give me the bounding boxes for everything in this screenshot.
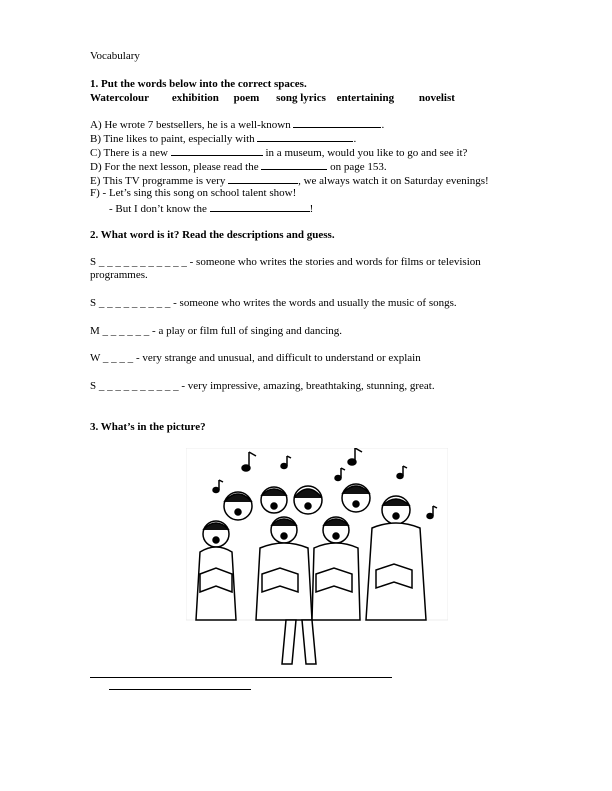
answer-blank[interactable] bbox=[210, 201, 310, 212]
word-pattern: M _ _ _ _ _ _ bbox=[90, 325, 150, 337]
item-text-end: ! bbox=[309, 203, 314, 215]
choir-singers-illustration bbox=[186, 448, 448, 670]
definition-text: - someone who writes the words and usually the music of songs. bbox=[170, 297, 457, 309]
item-text: A) He wrote 7 bestsellers, he is a well-known bbox=[90, 119, 294, 131]
item-text-end: . bbox=[381, 119, 385, 131]
word-bank-item: entertaining bbox=[336, 92, 395, 104]
definition-text: - someone who writes the stories and words for films or television programmes. bbox=[90, 256, 481, 281]
section2-heading: 2. What word is it? Read the descriptions and guess. bbox=[90, 229, 335, 241]
definition-item bbox=[90, 256, 530, 282]
definition-item bbox=[90, 297, 457, 310]
item-text: B) Tine likes to paint, especially with bbox=[90, 133, 258, 145]
answer-line[interactable] bbox=[90, 677, 392, 678]
definition-text: - very strange and unusual, and difficult to understand or explain bbox=[133, 352, 421, 364]
item-text-end: on page 153. bbox=[327, 161, 387, 173]
definition-item bbox=[90, 325, 342, 338]
section3-heading: 3. What’s in the picture? bbox=[90, 421, 206, 433]
item-text: F) - Let’s sing this song on school talent show! bbox=[90, 187, 297, 199]
word-bank bbox=[90, 92, 455, 105]
exercise-item-b bbox=[90, 131, 356, 146]
item-text: C) There is a new bbox=[90, 147, 171, 159]
exercise-item-d bbox=[90, 159, 387, 174]
definition-item bbox=[90, 380, 435, 393]
page-title: Vocabulary bbox=[90, 50, 140, 62]
section1-heading: 1. Put the words below into the correct spaces. bbox=[90, 78, 307, 90]
item-text-end: in a museum, would you like to go and see it? bbox=[262, 147, 468, 159]
exercise-item-c bbox=[90, 145, 467, 160]
word-bank-item: poem bbox=[233, 92, 260, 104]
item-text: - But I don’t know the bbox=[109, 203, 210, 215]
answer-blank[interactable] bbox=[257, 131, 353, 142]
exercise-item-e bbox=[90, 173, 489, 188]
answer-blank[interactable] bbox=[171, 145, 263, 156]
item-text: D) For the next lesson, please read the bbox=[90, 161, 262, 173]
word-bank-item: Watercolour bbox=[90, 92, 150, 104]
item-text-end: , we always watch it on Saturday evenings! bbox=[298, 175, 489, 187]
answer-blank[interactable] bbox=[261, 159, 327, 170]
word-bank-item: song lyrics bbox=[276, 92, 326, 104]
word-pattern: S _ _ _ _ _ _ _ _ _ bbox=[90, 297, 171, 309]
item-text-end: . bbox=[353, 133, 357, 145]
answer-blank[interactable] bbox=[228, 173, 298, 184]
item-text: E) This TV programme is very bbox=[90, 175, 229, 187]
answer-blank[interactable] bbox=[293, 117, 381, 128]
answer-line[interactable] bbox=[109, 689, 251, 690]
exercise-item-f bbox=[90, 187, 296, 200]
exercise-item-a bbox=[90, 117, 384, 132]
word-pattern: S _ _ _ _ _ _ _ _ _ _ _ bbox=[90, 256, 187, 268]
exercise-item-f-reply bbox=[109, 201, 313, 216]
word-bank-item: novelist bbox=[418, 92, 455, 104]
word-bank-item: exhibition bbox=[171, 92, 219, 104]
definition-item bbox=[90, 352, 421, 365]
word-pattern: S _ _ _ _ _ _ _ _ _ _ bbox=[90, 380, 179, 392]
definition-text: - a play or film full of singing and dancing. bbox=[149, 325, 343, 337]
definition-text: - very impressive, amazing, breathtaking, stunning, great. bbox=[178, 380, 435, 392]
word-pattern: W _ _ _ _ bbox=[90, 352, 134, 364]
